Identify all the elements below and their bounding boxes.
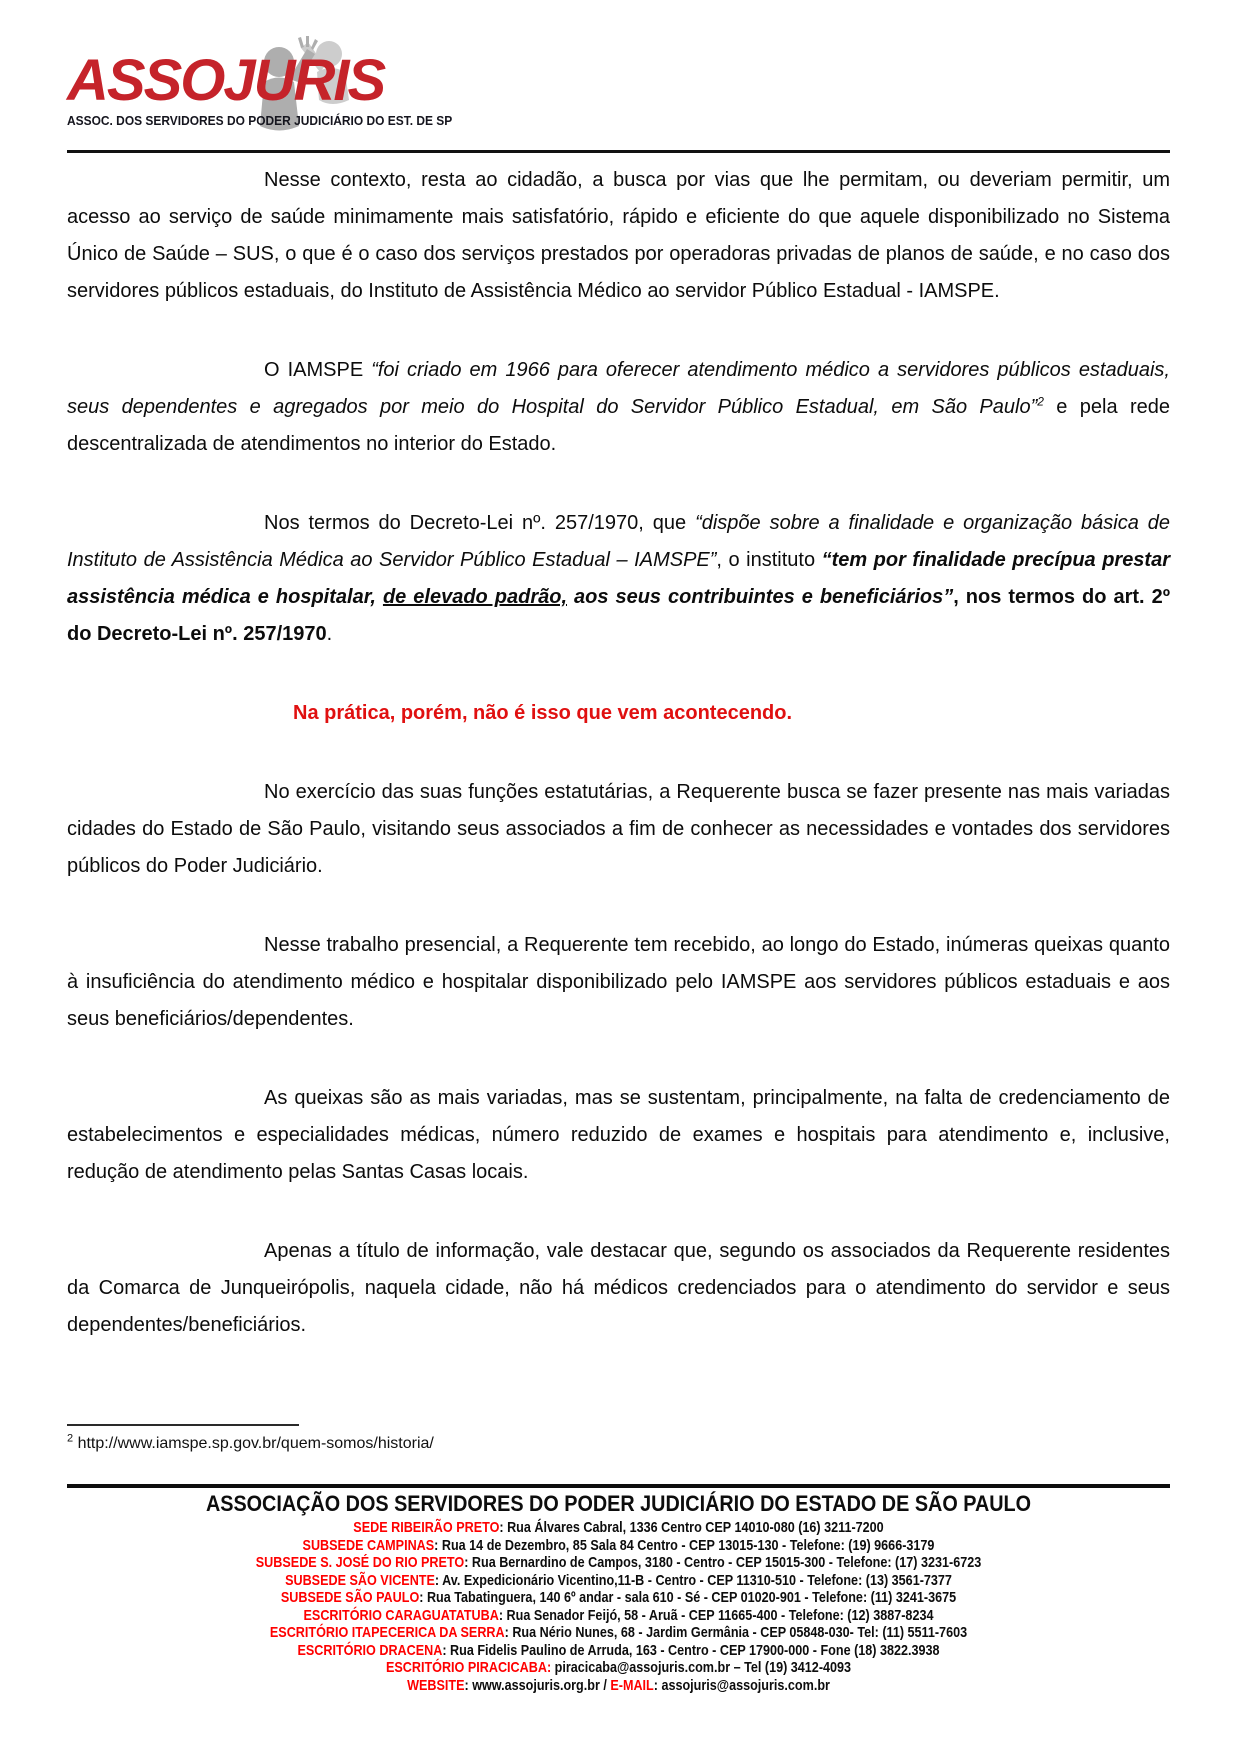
footer-text: : Rua Nério Nunes, 68 - Jardim Germânia - CEP 05848-030- Tel: (11) 5511-7603 [504, 1624, 968, 1641]
footer-label: SEDE RIBEIRÃO PRETO [353, 1519, 500, 1536]
footer-line [155, 1572, 1082, 1590]
text-run: , o instituto [716, 549, 822, 571]
footnote-marker: 2 [67, 1432, 74, 1445]
footnote [67, 1424, 1170, 1453]
text-run: As queixas são as mais variadas, mas se sustentam, principalmente, na falta de credenciamento de estabelecimentos e especialidades médicas, número reduzido de exames e hospitais para atendimento e, inclusive, redução de atendimento pelas Santas Casas locais. [67, 1087, 1170, 1183]
paragraph-iamspe-historia [67, 352, 1170, 463]
text-run: No exercício das suas funções estatutárias, a Requerente busca se fazer presente nas mais variadas cidades do Estado de São Paulo, visitando seus associados a fim de conhecer as necessidades e vontades dos servidores públicos do Poder Judiciário. [67, 781, 1170, 877]
footer-label: SUBSEDE CAMPINAS [302, 1536, 435, 1554]
text-run: aos seus contribuintes e beneficiários” [567, 586, 954, 608]
text-run: Apenas a título de informação, vale destacar que, segundo os associados da Requerente residentes da Comarca de Junqueirópolis, naquela cidade, não há médicos credenciados para o atendimento do servidor e seus dependentes/beneficiários. [67, 1240, 1170, 1336]
footer-line [155, 1677, 1082, 1695]
text-run: Nesse trabalho presencial, a Requerente tem recebido, ao longo do Estado, inúmeras queixas quanto à insuficiência do atendimento médico e hospitalar disponibilizado pelo IAMSPE aos servidores públicos estaduais e aos seus beneficiários/dependentes. [67, 934, 1170, 1030]
footer-label: E-MAIL [610, 1676, 654, 1694]
text-run: “tem por finalidade precípua prestar assistência médica e hospitalar, [67, 549, 1170, 608]
logo-tagline: ASSOC. DOS SERVIDORES DO PODER JUDICIÁRIO DO EST. DE SP [67, 113, 453, 128]
footer-text: piracicaba@assojuris.com.br – Tel (19) 3412-4093 [551, 1659, 852, 1676]
footer-text: : www.assojuris.org.br / [464, 1676, 611, 1694]
text-run: Nos termos do Decreto-Lei nº. 257/1970, que [264, 512, 696, 534]
text-run: e pela rede descentralizada de atendimentos no interior do Estado. [67, 396, 1170, 455]
footer-label: SUBSEDE SÃO VICENTE [285, 1571, 435, 1589]
text-run: “foi criado em 1966 para oferecer atendimento médico a servidores públicos estaduais, seus dependentes e agregados por meio do Hospital do Servidor Público Estadual, em São Paulo” [67, 359, 1170, 418]
logo [67, 38, 1170, 144]
footer-title: ASSOCIAÇÃO DOS SERVIDORES DO PODER JUDICIÁRIO DO ESTADO DE SÃO PAULO [205, 1491, 1032, 1516]
paragraph-decreto-lei [67, 505, 1170, 653]
paragraph-trabalho-presencial [67, 927, 1170, 1038]
footer-label: WEBSITE [407, 1676, 465, 1694]
footnote-rule [67, 1424, 299, 1426]
text-run: Na prática, porém, não é isso que vem acontecendo. [293, 702, 793, 724]
footer-label: SUBSEDE SÃO PAULO [280, 1589, 420, 1606]
footer-line [155, 1537, 1082, 1555]
footer-label: ESCRITÓRIO DRACENA [297, 1641, 443, 1659]
footer-line [155, 1554, 1082, 1572]
footnote-text [67, 1432, 1170, 1453]
footer-line [155, 1624, 1082, 1642]
footer-text: : Rua Álvares Cabral, 1336 Centro CEP 14010-080 (16) 3211-7200 [499, 1519, 884, 1536]
text-run: de elevado padrão, [382, 586, 567, 608]
footer-line [155, 1519, 1082, 1537]
text-run: Nesse contexto, resta ao cidadão, a busca por vias que lhe permitam, ou deveriam permitir, um acesso ao serviço de saúde minimamente mais satisfatório, rápido e eficiente do que aquele disponibilizado no Sistema Único de Saúde – SUS, o que é o caso dos serviços prestados por operadoras privadas de planos de saúde, e no caso dos servidores públicos estaduais, do Instituto de Assistência Médico ao servidor Público Estadual - IAMSPE. [67, 169, 1170, 302]
footer-text: : Rua Fidelis Paulino de Arruda, 163 - Centro - CEP 17900-000 - Fone (18) 3822.3938 [442, 1641, 940, 1659]
footer-text: : assojuris@assojuris.com.br [653, 1676, 830, 1694]
text-run: O IAMSPE [264, 359, 372, 381]
footer-text: : Av. Expedicionário Vicentino,11-B - Centro - CEP 11310-510 - Telefone: (13) 3561-7377 [434, 1571, 952, 1589]
footer-text: : Rua Bernardino de Campos, 3180 - Centro - CEP 15015-300 - Telefone: (17) 3231-6723 [464, 1554, 982, 1571]
paragraph-contexto [67, 162, 1170, 310]
footer-text: : Rua 14 de Dezembro, 85 Sala 84 Centro - CEP 13015-130 - Telefone: (19) 9666-3179 [434, 1536, 935, 1554]
paragraph-funcoes-estatutarias [67, 774, 1170, 885]
text-run: , nos termos do art. 2º do Decreto-Lei nº. 257/1970 [67, 586, 1171, 645]
header-rule [67, 150, 1170, 153]
footer-text: : Rua Senador Feijó, 58 - Aruã - CEP 11665-400 - Telefone: (12) 3887-8234 [498, 1606, 934, 1624]
text-run: “dispõe sobre a finalidade e organização básica de Instituto de Assistência Médica ao Servidor Público Estadual – IAMSPE” [67, 512, 1170, 571]
footer [67, 1484, 1170, 1694]
footer-line [155, 1642, 1082, 1660]
footer-label: ESCRITÓRIO ITAPECERICA DA SERRA [269, 1624, 505, 1641]
red-emphasis-heading [67, 695, 1170, 732]
footer-rule [67, 1484, 1170, 1488]
footer-lines [67, 1519, 1170, 1694]
footer-label: SUBSEDE S. JOSÉ DO RIO PRETO [255, 1554, 465, 1571]
footer-line [155, 1659, 1082, 1677]
footer-line [155, 1589, 1082, 1607]
footer-label: ESCRITÓRIO PIRACICABA: [385, 1659, 552, 1676]
text-run: . [326, 623, 333, 645]
document-body [67, 162, 1170, 1344]
footer-line [155, 1607, 1082, 1625]
brand-text: ASSOJURIS [67, 48, 385, 113]
paragraph-queixas [67, 1080, 1170, 1191]
footer-label: ESCRITÓRIO CARAGUATATUBA [303, 1606, 499, 1624]
footnote-url: http://www.iamspe.sp.gov.br/quem-somos/historia/ [73, 1435, 434, 1452]
footer-text: : Rua Tabatinguera, 140 6º andar - sala 610 - Sé - CEP 01020-901 - Telefone: (11) 3241-3675 [419, 1589, 957, 1606]
text-run: 2 [1037, 394, 1044, 409]
paragraph-junqueiropolis [67, 1233, 1170, 1344]
